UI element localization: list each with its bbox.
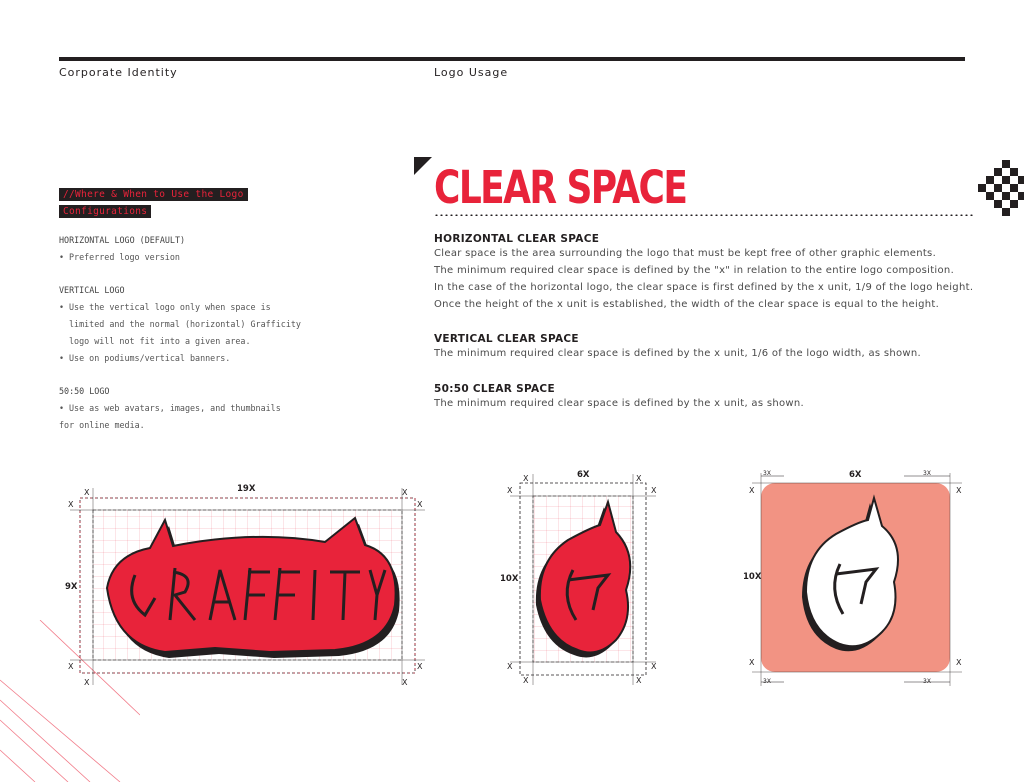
sidebar-bullet: • Use the vertical logo only when space is bbox=[59, 299, 379, 316]
horizontal-clear-space-svg bbox=[55, 480, 435, 690]
body-line: The minimum required clear space is defined by the "x" in relation to the entire logo composition. bbox=[434, 265, 955, 276]
sidebar-bullet-cont: logo will not fit into a given area. bbox=[69, 336, 251, 346]
sidebar-bullet: • Use on podiums/vertical banners. bbox=[59, 350, 379, 367]
tag-line-2-text: Configurations bbox=[59, 205, 151, 218]
width-label-6x: 6X bbox=[577, 470, 590, 480]
sidebar-heading: HORIZONTAL LOGO (DEFAULT) bbox=[59, 235, 186, 245]
body-line: In the case of the horizontal logo, the clear space is first defined by the x unit, 1/9 of the logo height. bbox=[434, 282, 974, 293]
x-unit-label: X bbox=[68, 500, 74, 509]
body-line: Once the height of the x unit is established, the width of the clear space is equal to the height. bbox=[434, 299, 940, 310]
width-label-19x: 19X bbox=[237, 484, 256, 494]
section-vertical-clear-space bbox=[434, 333, 994, 362]
x-unit-label: X bbox=[417, 500, 423, 509]
sidebar-section-horizontal bbox=[59, 232, 359, 266]
vertical-clear-space-svg bbox=[498, 470, 668, 690]
x-unit-label: X bbox=[651, 662, 657, 671]
x-unit-label: X bbox=[84, 678, 90, 687]
margin-label-3x: 3X bbox=[923, 678, 931, 685]
header-corporate-identity: Corporate Identity bbox=[59, 66, 178, 79]
section-heading: 50:50 CLEAR SPACE bbox=[434, 383, 555, 395]
pixel-arrow-icon bbox=[978, 160, 1024, 218]
height-label-9x: 9X bbox=[65, 582, 78, 592]
header-logo-usage: Logo Usage bbox=[434, 66, 509, 79]
vertical-logo-diagram bbox=[498, 470, 668, 690]
sidebar-bullet: • Use as web avatars, images, and thumbnails bbox=[59, 400, 379, 417]
x-unit-label: X bbox=[636, 676, 642, 685]
x-unit-label: X bbox=[636, 474, 642, 483]
body-line: The minimum required clear space is defined by the x unit, as shown. bbox=[434, 398, 804, 409]
top-rule bbox=[59, 57, 965, 61]
margin-label-3x: 3X bbox=[763, 678, 771, 685]
corner-triangle-icon bbox=[414, 157, 434, 177]
section-heading: VERTICAL CLEAR SPACE bbox=[434, 333, 579, 345]
sidebar-heading: VERTICAL LOGO bbox=[59, 285, 125, 295]
x-unit-label: X bbox=[749, 486, 755, 495]
sidebar-bullet-cont: limited and the normal (horizontal) Grafficity bbox=[69, 319, 301, 329]
x-unit-label: X bbox=[68, 662, 74, 671]
x-unit-label: X bbox=[749, 658, 755, 667]
x-unit-label: X bbox=[417, 662, 423, 671]
sidebar-section-vertical bbox=[59, 282, 379, 367]
horizontal-logo-diagram bbox=[55, 480, 435, 690]
x-unit-label: X bbox=[84, 488, 90, 497]
section-horizontal-clear-space bbox=[434, 233, 994, 313]
x-unit-label: X bbox=[523, 676, 529, 685]
margin-label-3x: 3X bbox=[763, 470, 771, 477]
sidebar-bullet-cont: for online media. bbox=[59, 420, 145, 430]
x-unit-label: X bbox=[507, 486, 513, 495]
x-unit-label: X bbox=[651, 486, 657, 495]
height-label-10x: 10X bbox=[500, 574, 519, 584]
tag-line-1-text: //Where & When to Use the Logo bbox=[59, 188, 248, 201]
section-5050-clear-space bbox=[434, 383, 994, 412]
sidebar-heading: 50:50 LOGO bbox=[59, 386, 110, 396]
body-line: The minimum required clear space is defined by the x unit, 1/6 of the logo width, as shown. bbox=[434, 348, 922, 359]
sidebar-bullet: • Preferred logo version bbox=[59, 249, 359, 266]
body-line: Clear space is the area surrounding the logo that must be kept free of other graphic elements. bbox=[434, 248, 937, 259]
x-unit-label: X bbox=[956, 658, 962, 667]
square-clear-space-svg bbox=[742, 468, 972, 690]
x-unit-label: X bbox=[956, 486, 962, 495]
width-label-6x: 6X bbox=[849, 470, 862, 480]
x-unit-label: X bbox=[402, 678, 408, 687]
dotted-rule bbox=[434, 214, 974, 216]
height-label-10x: 10X bbox=[743, 572, 762, 582]
square-logo-diagram bbox=[742, 468, 972, 690]
page-title: CLEAR SPACE bbox=[434, 161, 687, 214]
margin-label-3x: 3X bbox=[923, 470, 931, 477]
sidebar-tag-line-2 bbox=[59, 199, 151, 218]
x-unit-label: X bbox=[523, 474, 529, 483]
section-heading: HORIZONTAL CLEAR SPACE bbox=[434, 233, 600, 245]
sidebar-section-5050 bbox=[59, 383, 379, 434]
x-unit-label: X bbox=[507, 662, 513, 671]
x-unit-label: X bbox=[402, 488, 408, 497]
